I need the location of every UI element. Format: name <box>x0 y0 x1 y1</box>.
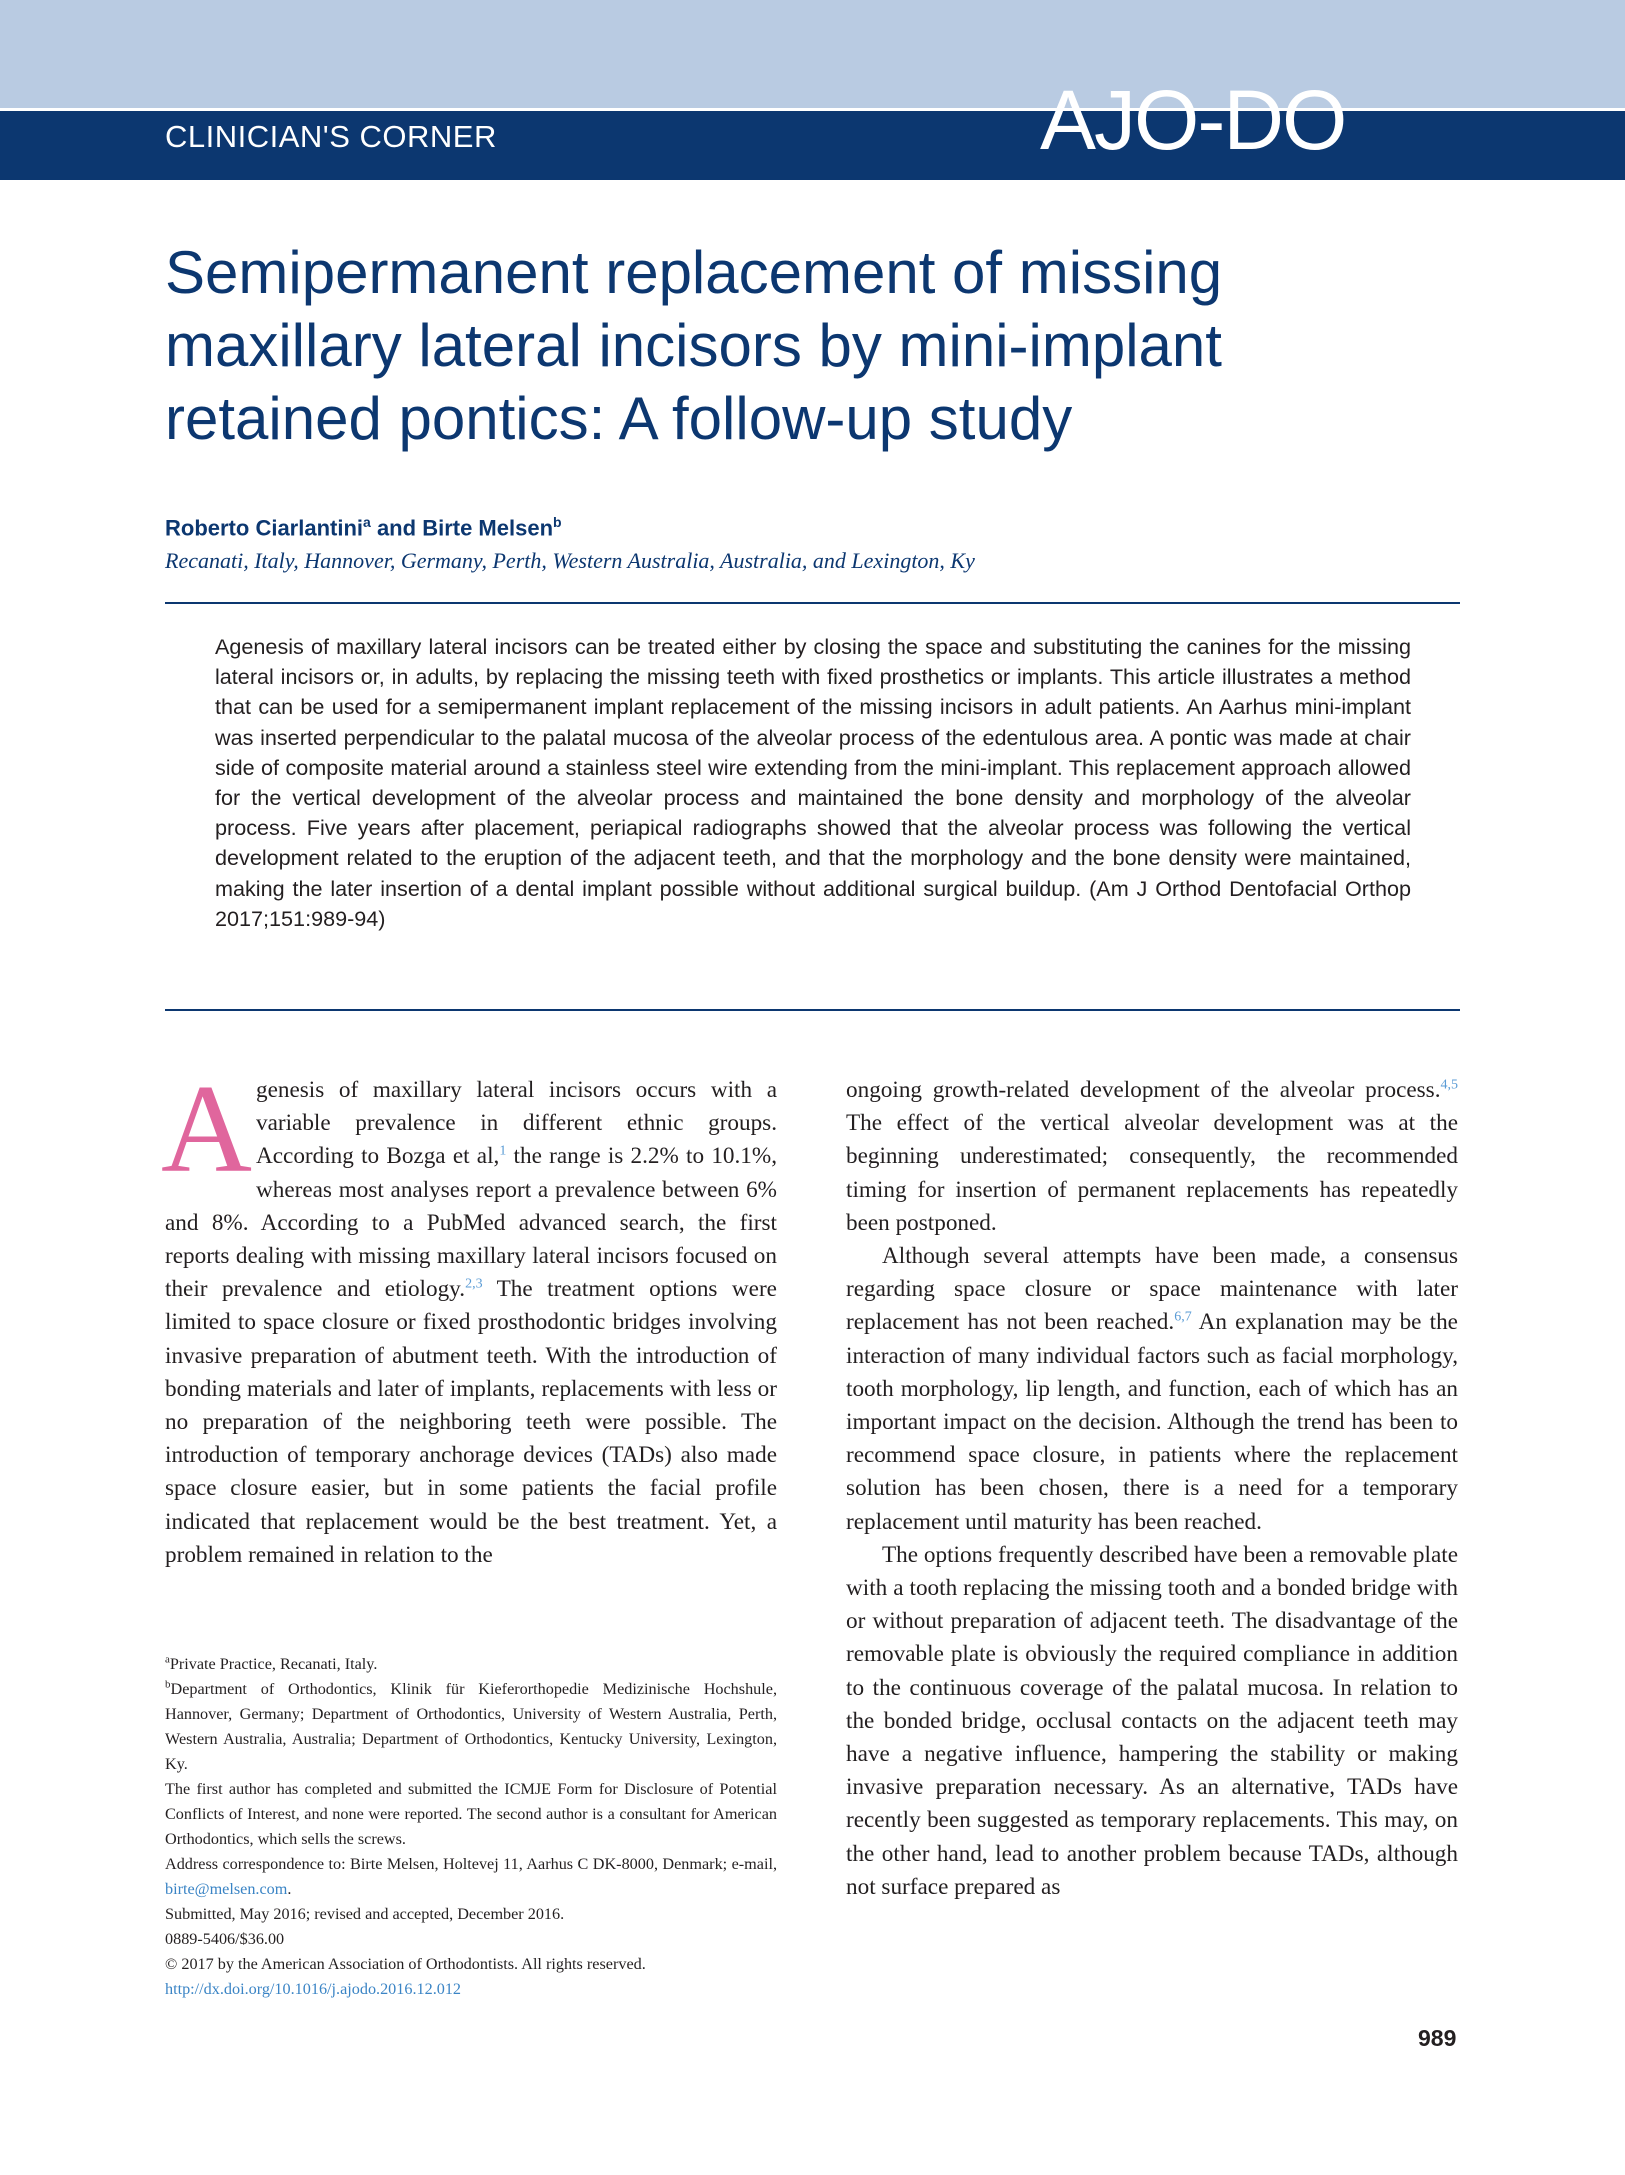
header-divider <box>0 108 1625 111</box>
abstract: Agenesis of maxillary lateral incisors can be treated either by closing the space and substituting the canines for the missing lateral incisors or, in adults, by replacing the missing teeth with fixed prosthetics or implants. This article illustrates a method that can be used for a semipermanent implant replacement of the missing incisors in adult patients. An Aarhus mini-implant was inserted perpendicular to the palatal mucosa of the alveolar process of the edentulous area. A pontic was made at chair side of composite material around a stainless steel wire extending from the mini-implant. This replacement approach allowed for the vertical development of the alveolar process and maintained the bone density and morphology of the alveolar process. Five years after placement, periapical radiographs showed that the alveolar process was following the vertical development related to the eruption of the adjacent teeth, and that the morphology and the bone density were maintained, making the later insertion of a dental implant possible without additional surgical buildup. (Am J Orthod Dentofacial Orthop 2017;151:989-94) <box>215 634 1411 931</box>
author-line <box>165 514 562 541</box>
disclosure-note: The first author has completed and submitted the ICMJE Form for Disclosure of Potential Conflicts of Interest, and none were reported. The second author is a consultant for American Orthodontics, which sells the screws. <box>165 1780 777 1848</box>
body-text: the range is 2.2% to 10.1%, whereas most analyses report a prevalence between 6% and 8%. According to a PubMed advanced search, the first reports dealing with missing maxillary lateral incisors focused on their prevalence and etiology. <box>165 1143 778 1303</box>
body-column-left <box>161 1060 778 1572</box>
footnote-text: Address correspondence to: Birte Melsen, Holtevej 11, Aarhus C DK-8000, Denmark; e-mail, <box>165 1855 777 1873</box>
footnote-text: Private Practice, Recanati, Italy. <box>169 1655 378 1673</box>
submission-dates: Submitted, May 2016; revised and accepted, December 2016. <box>165 1905 565 1923</box>
footnotes <box>165 1652 777 2002</box>
body-text: The treatment options were limited to space closure or fixed prosthodontic bridges involving invasive preparation of abutment teeth. With the introduction of bonding materials and later of implants, replacements with less or no preparation of the neighboring teeth were possible. The introduction of temporary anchorage devices (TADs) also made space closure easier, but in some patients the facial profile indicated that replacement would be the best treatment. Yet, a problem remained in relation to the <box>165 1276 777 1568</box>
author-name: Roberto Ciarlantini <box>165 515 364 541</box>
affiliation-mark: b <box>553 514 562 530</box>
footnote-mark: a <box>165 1653 170 1666</box>
body-paragraph <box>161 1060 778 1572</box>
footnote-a <box>165 1652 777 1677</box>
citation-link[interactable]: 2,3 <box>465 1276 483 1292</box>
footnote-b <box>165 1677 777 1777</box>
footnote-mark: b <box>165 1678 171 1691</box>
affiliation-mark: a <box>363 514 371 530</box>
header-band-light <box>0 0 1625 108</box>
page-number: 989 <box>1418 2025 1457 2051</box>
issn-price: 0889-5406/$36.00 <box>165 1930 285 1948</box>
body-text: An explanation may be the interaction of many individual factors such as facial morphology, tooth morphology, lip length, and function, each of which has an important impact on the decision. Although the trend has been to recommend space closure, in patients where the replacement solution has been chosen, there is a need for a temporary replacement until maturity has been reached. <box>846 1309 1458 1535</box>
body-column-right <box>846 1074 1458 1904</box>
body-text: Although several attempts have been made, a consensus regarding space closure or space maintenance with later replacement has not been reached. <box>846 1243 1458 1336</box>
correspondence-note: Address correspondence to: Birte Melsen, Holtevej 11, Aarhus C DK-8000, Denmark; e-mail, birte@melsen.com. <box>165 1855 777 1898</box>
email-link[interactable]: birte@melsen.com <box>165 1880 288 1898</box>
citation-link[interactable]: 4,5 <box>1440 1077 1458 1093</box>
citation-link[interactable]: 6,7 <box>1174 1309 1192 1325</box>
abstract-bottom-rule <box>165 1009 1460 1011</box>
citation-link[interactable]: 1 <box>499 1143 507 1159</box>
section-label: CLINICIAN'S CORNER <box>165 119 497 154</box>
body-text: ongoing growth-related development of the alveolar process. <box>846 1077 1441 1103</box>
body-paragraph <box>846 1074 1458 1240</box>
article-title: Semipermanent replacement of missing maxillary lateral incisors by mini-implant retained pontics: A follow-up study <box>165 239 1223 452</box>
abstract-top-rule <box>165 602 1460 604</box>
drop-cap: A <box>161 1060 252 1199</box>
body-paragraph <box>846 1240 1458 1539</box>
author-conjunction: and <box>376 515 417 541</box>
footnote-text: Department of Orthodontics, Klinik für Kieferorthopedie Medizinische Hochshule, Hannover, Germany; Department of Orthodontics, University of Western Australia, Perth, Western Australia, Australia; Department of Orthodontics, Kentucky University, Lexington, Ky. <box>165 1680 777 1773</box>
author-affiliations: Recanati, Italy, Hannover, Germany, Perth, Western Australia, Australia, and Lexington, Ky <box>165 548 975 573</box>
copyright-note: © 2017 by the American Association of Orthodontists. All rights reserved. <box>165 1955 646 1973</box>
body-text: genesis of maxillary lateral incisors occurs with a variable prevalence in different ethnic groups. According to Bozga et al, <box>256 1077 777 1170</box>
journal-logo: AJO-DO <box>1040 73 1346 167</box>
author-name: Birte Melsen <box>422 515 554 541</box>
body-text: The effect of the vertical alveolar development was at the beginning underestimated; consequently, the recommended timing for insertion of permanent replacements has repeatedly been postponed. <box>846 1110 1458 1236</box>
body-paragraph: The options frequently described have been a removable plate with a tooth replacing the missing tooth and a bonded bridge with or without preparation of adjacent teeth. The disadvantage of the removable plate is obviously the required compliance in addition to the continuous coverage of the palatal mucosa. In relation to the bonded bridge, occlusal contacts on the adjacent teeth may have a negative influence, hampering the stability or making invasive preparation necessary. As an alternative, TADs have recently been suggested as temporary replacements. This may, on the other hand, lead to another problem because TADs, although not surface prepared as <box>846 1541 1458 1900</box>
doi-link[interactable]: http://dx.doi.org/10.1016/j.ajodo.2016.12.012 <box>165 1980 462 1998</box>
